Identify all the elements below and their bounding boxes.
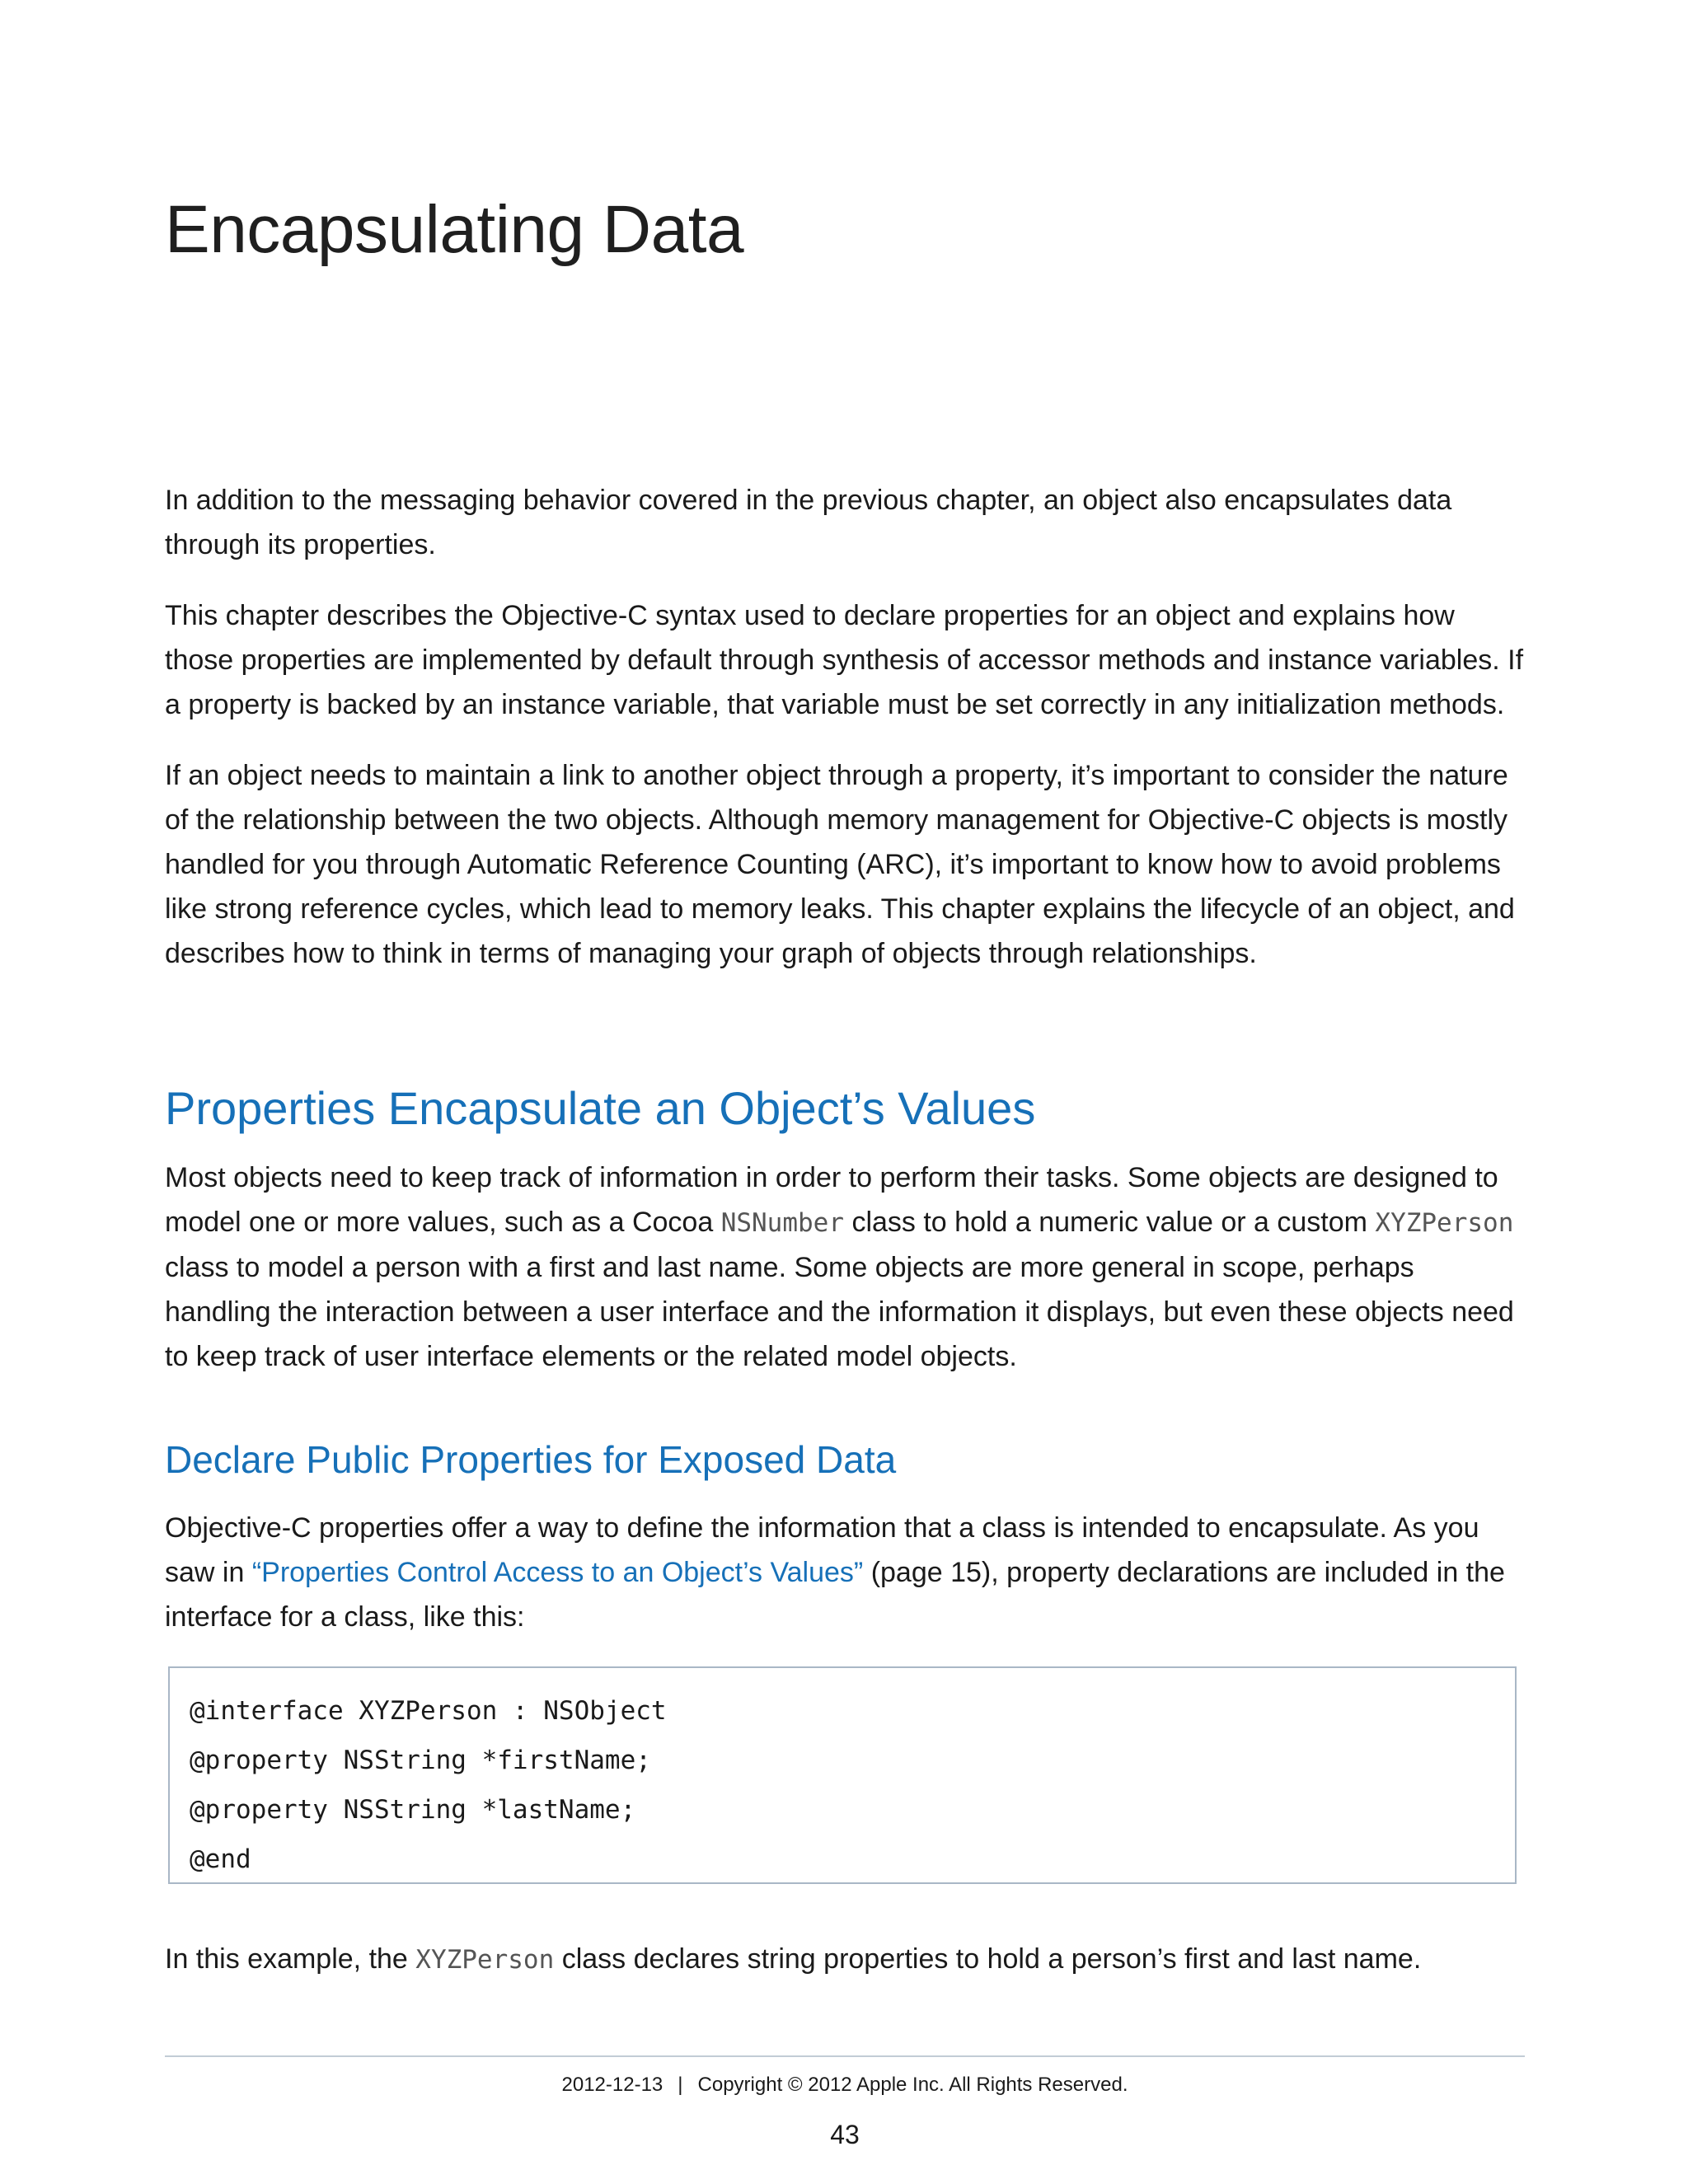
code-listing bbox=[168, 1666, 1517, 1884]
intro-section bbox=[165, 478, 1525, 1002]
section1-text-c: class to model a person with a first and last name. Some objects are more general in scope, perhaps handling the interaction between a user interface and the information it displays, but even these objects need to keep track of user interface elements or the related model objects. bbox=[165, 1252, 1514, 1372]
section2-text-b: (page 15), property declarations are included in the interface for a class, like this: bbox=[165, 1557, 1505, 1633]
footer-date: 2012-12-13 bbox=[561, 2074, 663, 2096]
inline-code-xyzperson: XYZPerson bbox=[415, 1945, 555, 1975]
code-line: @interface XYZPerson : NSObject bbox=[190, 1696, 667, 1726]
code-line: @end bbox=[190, 1844, 251, 1874]
inline-code-nsnumber: NSNumber bbox=[720, 1208, 844, 1238]
footer-separator: | bbox=[678, 2074, 683, 2096]
after-code-text-b: class declares string properties to hold a person’s first and last name. bbox=[554, 1943, 1422, 1975]
section1-text-b: class to hold a numeric value or a custom bbox=[844, 1207, 1376, 1238]
chapter-title: Encapsulating Data bbox=[165, 192, 744, 267]
inline-code-xyzperson: XYZPerson bbox=[1375, 1208, 1514, 1238]
section2-paragraph bbox=[165, 1506, 1525, 1639]
section1-text-a: Most objects need to keep track of information in order to perform their tasks. Some objects are designed to model one or more values, such as a Cocoa bbox=[165, 1162, 1498, 1238]
after-code-paragraph bbox=[165, 1937, 1525, 1982]
intro-paragraph-3: If an object needs to maintain a link to another object through a property, it’s important to consider the nature of the relationship between the two objects. Although memory management for Objective-C objects is mostly handled for you through Automatic Reference Counting (ARC), it’s important to know how to avoid problems like strong reference cycles, which lead to memory leaks. This chapter explains the lifecycle of an object, and describes how to think in terms of managing your graph of objects through relationships. bbox=[165, 760, 1515, 969]
code-line: @property NSString *lastName; bbox=[190, 1795, 636, 1825]
footer-divider bbox=[165, 2055, 1525, 2057]
section1-paragraph bbox=[165, 1155, 1525, 1379]
page-number: 43 bbox=[830, 2120, 860, 2149]
subsection-heading-declare-public-properties: Declare Public Properties for Exposed Data bbox=[165, 1438, 897, 1481]
intro-paragraph-1: In addition to the messaging behavior covered in the previous chapter, an object also encapsulates data through its properties. bbox=[165, 485, 1452, 560]
code-line: @property NSString *firstName; bbox=[190, 1746, 651, 1775]
footer-copyright: Copyright © 2012 Apple Inc. All Rights Reserved. bbox=[697, 2074, 1128, 2096]
after-code-text-a: In this example, the bbox=[165, 1943, 416, 1975]
section-heading-properties-encapsulate: Properties Encapsulate an Object’s Values bbox=[165, 1082, 1036, 1134]
footer bbox=[165, 2074, 1525, 2097]
intro-paragraph-2: This chapter describes the Objective-C syntax used to declare properties for an object and explains how those properties are implemented by default through synthesis of accessor methods and instance variables. If a property is backed by an instance variable, that variable must be set correctly in any initialization methods. bbox=[165, 600, 1524, 720]
section2-text-a: Objective-C properties offer a way to define the information that a class is intended to encapsulate. As you saw in bbox=[165, 1512, 1479, 1588]
document-page bbox=[165, 0, 1525, 2184]
cross-reference-link[interactable]: “Properties Control Access to an Object’s Values” bbox=[251, 1557, 864, 1588]
